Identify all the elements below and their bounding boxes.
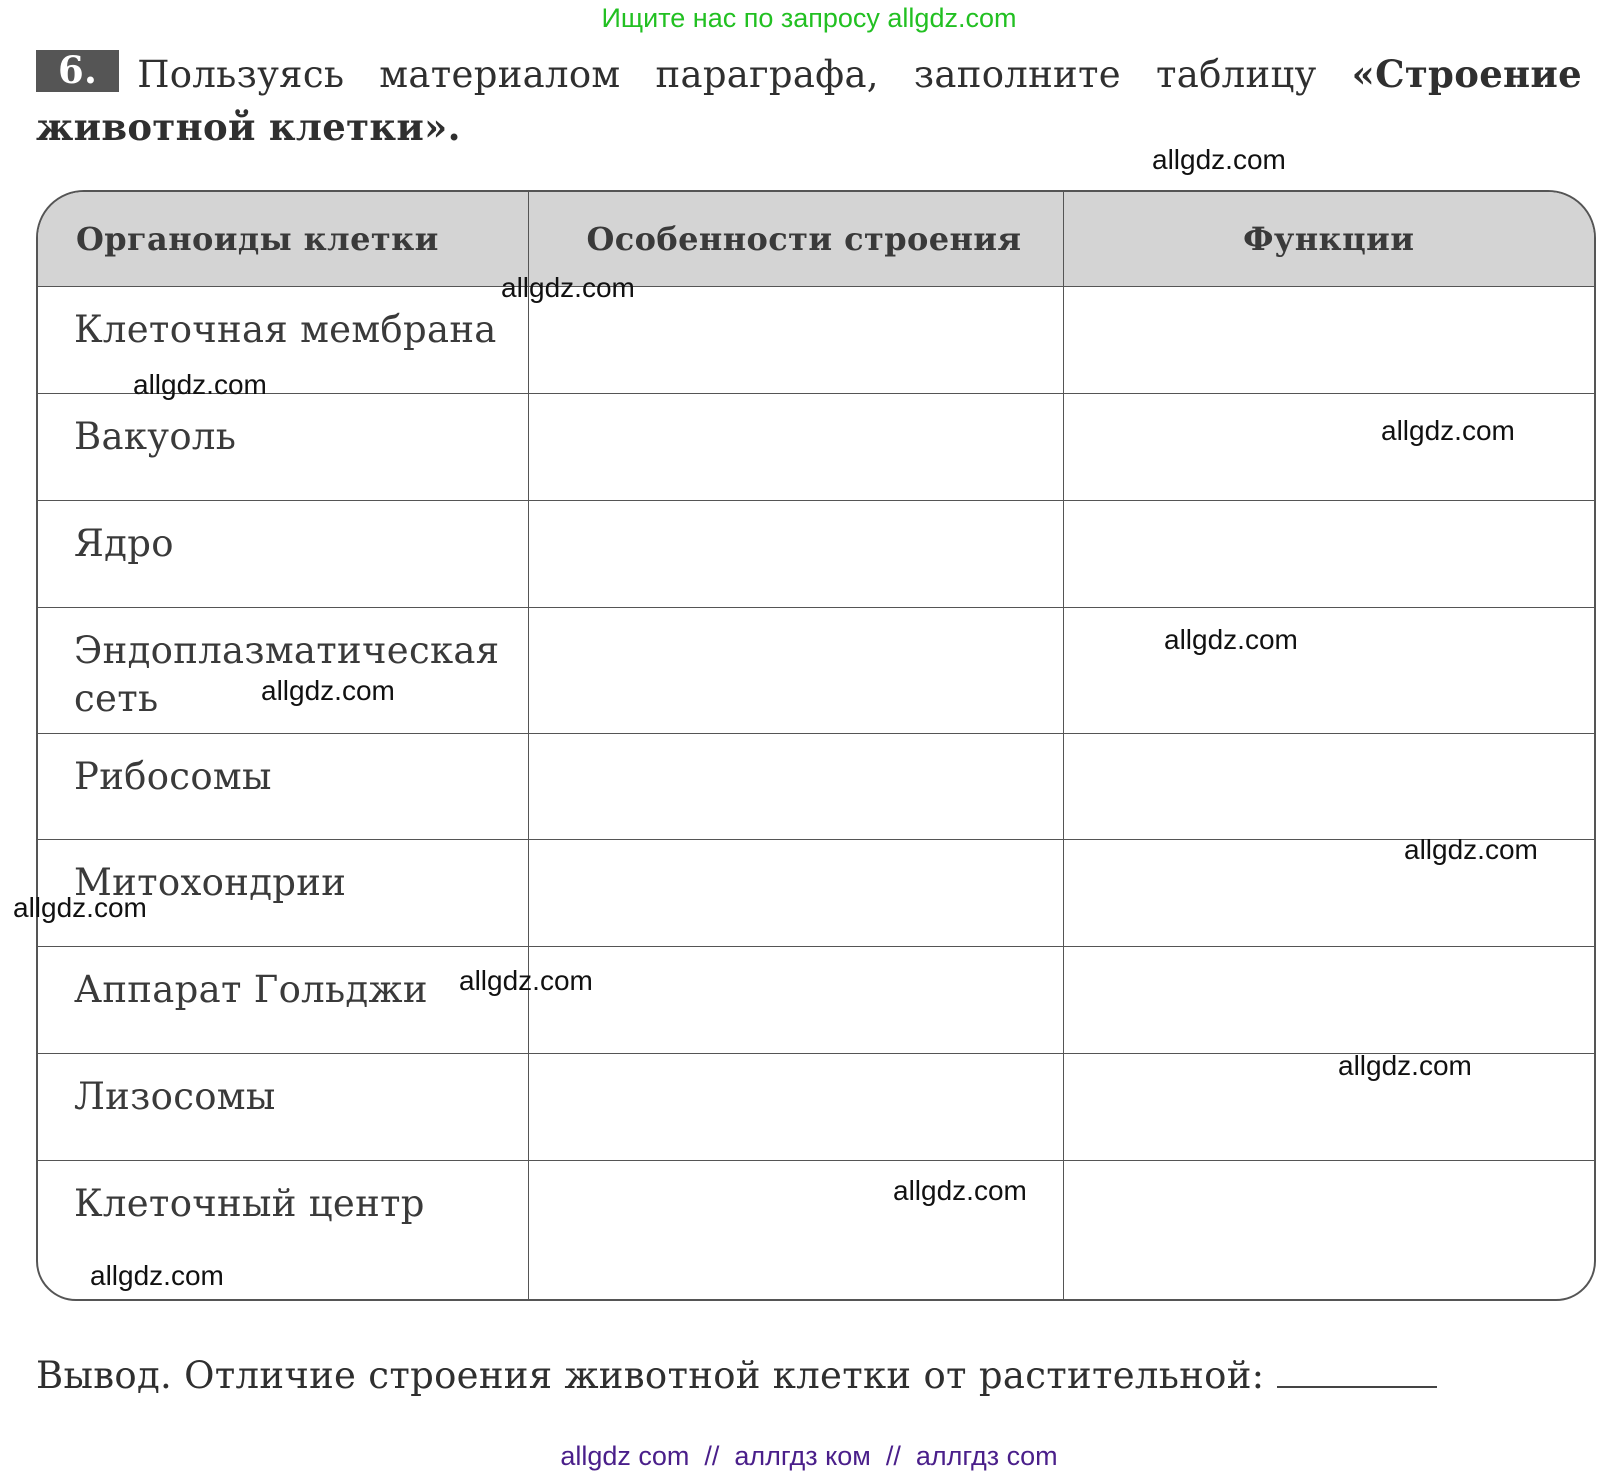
structure-cell[interactable] [528,608,1063,734]
header-structure: Особенности строения [528,192,1063,287]
watermark: allgdz.com [90,1260,224,1291]
structure-cell[interactable] [528,394,1063,501]
organelle-name: Рибосомы [38,734,528,840]
watermark: allgdz.com [459,965,593,996]
table-row [38,840,1594,947]
structure-cell[interactable] [528,501,1063,608]
organelle-name: Эндоплазматическая сеть [38,608,528,734]
watermark: allgdz.com [1164,624,1298,655]
organelle-name: Аппарат Гольджи [38,947,528,1054]
table-row [38,947,1594,1054]
watermark: allgdz.com [13,892,147,923]
table-row [38,394,1594,501]
function-cell[interactable] [1063,1161,1594,1300]
organelle-name: Митохондрии [38,840,528,947]
function-cell[interactable] [1063,394,1594,501]
header-functions: Функции [1063,192,1594,287]
structure-cell[interactable] [528,840,1063,947]
watermark: allgdz.com [1404,834,1538,865]
function-cell[interactable] [1063,1054,1594,1161]
organelle-name: Лизосомы [38,1054,528,1161]
watermark: allgdz.com [261,675,395,706]
task-number: 6. [36,50,119,92]
structure-cell[interactable] [528,734,1063,840]
organelle-name: Клеточный центр [38,1161,528,1300]
conclusion-text: Вывод. Отличие строения животной клетки от растительной: [36,1354,1265,1397]
function-cell[interactable] [1063,734,1594,840]
table-row [38,287,1594,394]
table-row [38,1161,1594,1300]
table-header-row [38,192,1594,287]
task-table-title: «Строение животной клетки». [36,52,1582,149]
function-cell[interactable] [1063,501,1594,608]
table-row [38,501,1594,608]
top-banner[interactable]: Ищите нас по запросу allgdz.com [601,3,1017,33]
watermark: allgdz.com [893,1175,1027,1206]
structure-cell[interactable] [528,1054,1063,1161]
table-row [38,608,1594,734]
watermark: allgdz.com [1338,1050,1472,1081]
header-organelles: Органоиды клетки [38,192,528,287]
answer-blank[interactable] [1277,1356,1437,1388]
structure-cell[interactable] [528,947,1063,1054]
organelle-name: Вакуоль [38,394,528,501]
watermark: allgdz.com [1152,144,1286,175]
bottom-banner[interactable]: allgdz com // аллгдз ком // аллгдз com [560,1441,1058,1471]
task-text: Пользуясь материалом параграфа, заполните таблицу [137,53,1352,96]
function-cell[interactable] [1063,287,1594,394]
cell-structure-table [36,190,1596,1301]
function-cell[interactable] [1063,947,1594,1054]
organelle-name: Клеточная мембрана [38,287,528,394]
watermark: allgdz.com [133,369,267,400]
organelle-name: Ядро [38,501,528,608]
watermark: allgdz.com [1381,415,1515,446]
task-statement [36,48,1582,154]
function-cell[interactable] [1063,608,1594,734]
conclusion-line [36,1352,1596,1400]
watermark: allgdz.com [501,272,635,303]
table-row [38,734,1594,840]
